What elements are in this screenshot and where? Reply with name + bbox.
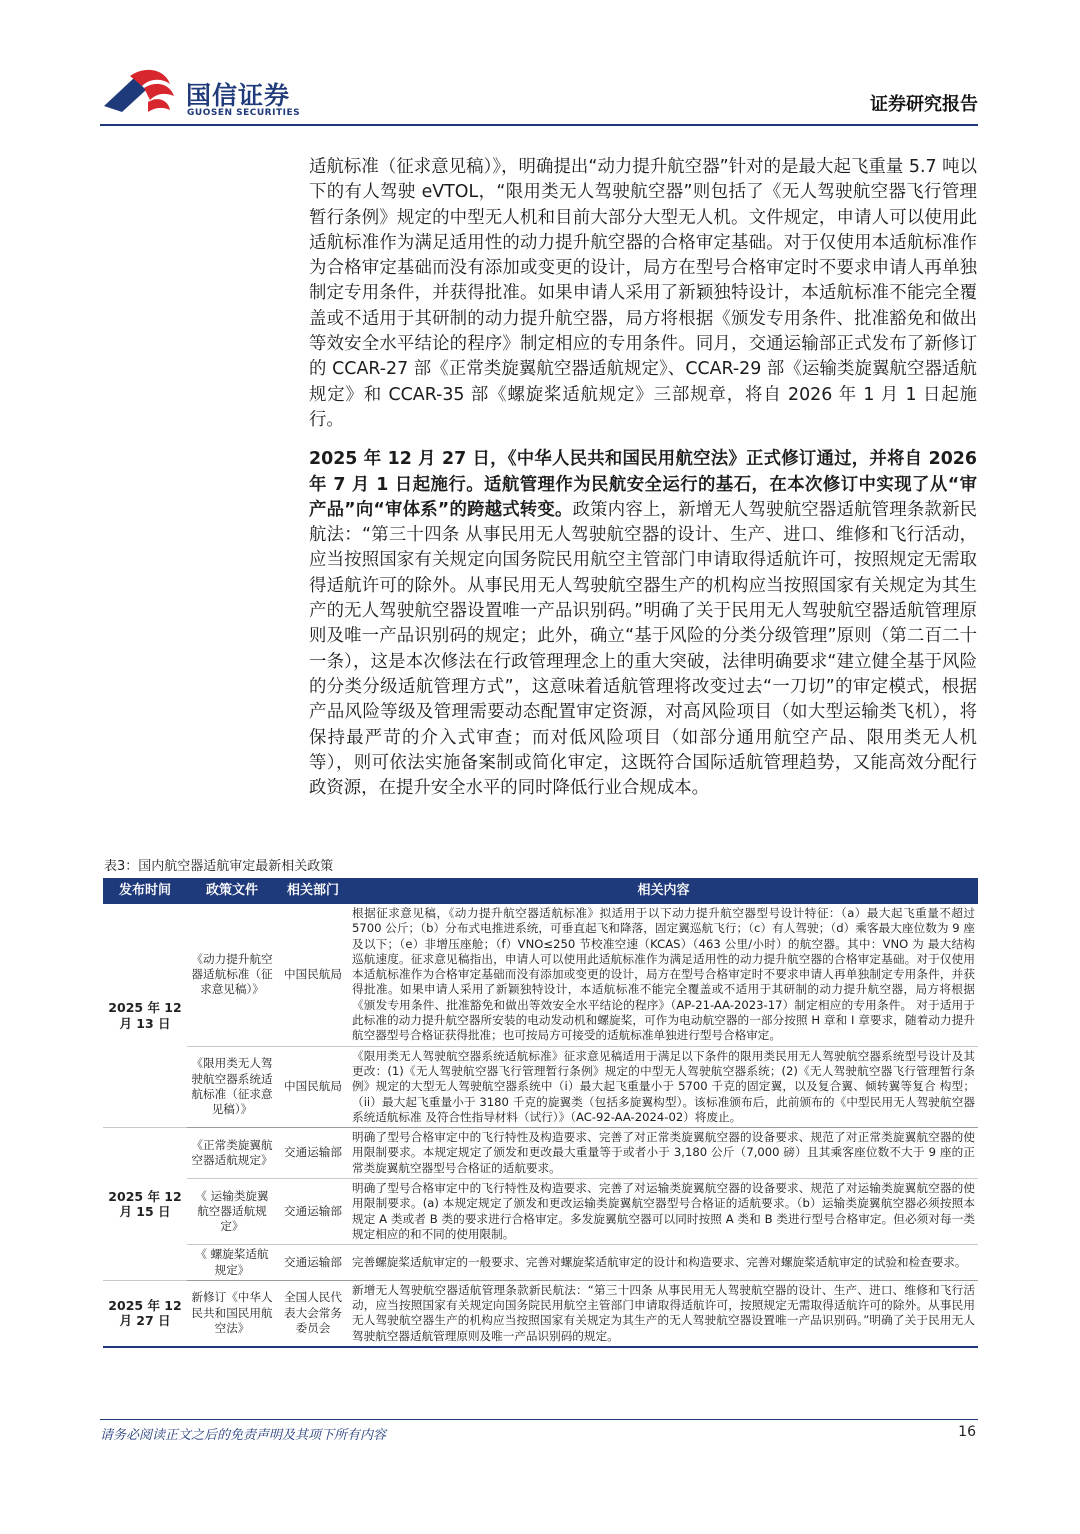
disclaimer-note: 请务必阅读正文之后的免责声明及其项下所有内容 [100,1428,387,1443]
paragraph [309,447,977,801]
cell-date: 2025 年 12 月 27 日 [103,1280,187,1347]
paragraph-rest: 政策内容上，新增无人驾驶航空器适航管理条款新民航法：“第三十四条 从事民用无人驾驶航空器的设计、生产、进口、维修和飞行活动，应当按照国家有关规定向国务院民用航空主管部门申请取得适航许可，按照规定无需取得适航许可的除外。从事民用无人驾驶航空器生产的机构应当按照国家有关规定为其生产的无人驾驶航空器设置唯一产品识别码。”明确了关于民用无人驾驶航空器适航管理原则及唯一产品识别码的规定；此外，确立“基于风险的分类分级管理”原则（第二百二十一条），这是本次修法在行政管理理念上的重大突破，法律明确要求“建立健全基于风险的分类分级适航管理方式”，这意味着适航管理将改变过去“一刀切”的审定模式，根据产品风险等级及管理需要动态配置审定资源，对高风险项目（如大型运输类飞机），将保持最严苛的介入式审查；而对低风险项目（如部分通用航空产品、限用类无人机等），则可依法实施备案制或简化审定，这既符合国际适航管理趋势，又能高效分配行政资源，在提升安全水平的同时降低行业合规成本。 [309,499,977,799]
policy-table [103,878,978,1348]
guosen-logo-icon [100,66,182,118]
table-header-row [103,878,978,904]
cell-dept: 中国民航局 [277,904,349,1046]
column-header: 发布时间 [103,878,187,904]
cell-doc: 《 运输类旋翼航空器适航规定》 [187,1179,277,1245]
cell-content: 完善螺旋桨适航审定的一般要求、完善对螺旋桨适航审定的设计和构造要求、完善对螺旋桨适航审定的试验和检查要求。 [349,1245,978,1281]
cell-content: 新增无人驾驶航空器适航管理条款新民航法：“第三十四条 从事民用无人驾驶航空器的设计、生产、进口、维修和飞行活动，应当按照国家有关规定向国务院民用航空主管部门申请取得适航许可，按照规定无需取得适航许可的除外。从事民用无人驾驶航空器生产的机构应当按照国家有关规定为其生产的无人驾驶航空器设置唯一产品识别码。”明确了关于民用无人驾驶航空器适航管理原则及唯一产品识别码的规定。 [349,1280,978,1347]
table-row [103,1245,978,1281]
cell-content: 根据征求意见稿，《动力提升航空器适航标准》拟适用于以下动力提升航空器型号设计特征：（a）最大起飞重量不超过 5700 公斤；（b）分布式电推进系统，可垂直起飞和降落，固定翼巡航飞行；（c）有人驾驶；（d）乘客最大座位数为 9 座及以下；（e）非增压座舱；（f）VNO≤250 节校准空速（KCAS）（463 公里/小时）的航空器。其中：VNO 为 最大结构巡航速度。征求意见稿指出，申请人可以使用此适航标准作为满足适用性的动力提升航空器的合格审定基础。对于仅使用本适航标准作为合格审定基础而没有添加或变更的设计，局方在型号合格审定时不要求申请人再单独制定专用条件，并获得批准。如果申请人采用了新颖独特设计，本适航标准不能完全覆盖或不适用于其研制的动力提升航空器，局方将根据《颁发专用条件、批准豁免和做出等效安全水平结论的程序》（AP-21-AA-2023-17）制定相应的专用条件。 对于适用于此标准的动力提升航空器所安装的电动发动机和螺旋桨，可作为电动航空器的一部分按照 H 章和 I 章要求，随着动力提升航空器型号合格证获得批准；也可按局方可接受的适航标准单独进行型号合格审定。 [349,904,978,1046]
cell-doc: 新修订《中华人民共和国民用航空法》 [187,1280,277,1347]
footer-divider [100,1419,978,1420]
paragraph: 适航标准（征求意见稿）》，明确提出“动力提升航空器”针对的是最大起飞重量 5.7 吨以下的有人驾驶 eVTOL，“限用类无人驾驶航空器”则包括了《无人驾驶航空器飞行管理暂行条例》规定的中型无人机和目前大部分大型无人机。文件规定，申请人可以使用此适航标准作为满足适用性的动力提升航空器的合格审定基础。对于仅使用本适航标准作为合格审定基础而没有添加或变更的设计，局方在型号合格审定时不要求申请人再单独制定专用条件，并获得批准。如果申请人采用了新颖独特设计，本适航标准不能完全覆盖或不适用于其研制的动力提升航空器，局方将根据《颁发专用条件、批准豁免和做出等效安全水平结论的程序》制定相应的专用条件。同月，交通运输部正式发布了新修订的 CCAR-27 部《正常类旋翼航空器适航规定》、CCAR-29 部《运输类旋翼航空器适航规定》和 CCAR-35 部《螺旋桨适航规定》三部规章，将自 2026 年 1 月 1 日起施行。 [309,157,977,430]
cell-content: 《限用类无人驾驶航空器系统适航标准》征求意见稿适用于满足以下条件的限用类民用无人驾驶航空器系统型号设计及其更改：(1)《无人驾驶航空器飞行管理暂行条例》规定的中型无人驾驶航空器系统；(2)《无人驾驶航空器飞行管理暂行条例》规定的大型无人驾驶航空器系统中（i）最大起飞重量小于 5700 千克的固定翼，以及复合翼、倾转翼等复合 构型；（ii）最大起飞重量小于 3180 千克的旋翼类（包括多旋翼构型）。该标准颁布后，此前颁布的《中型民用无人驾驶航空器系统适航标准 及符合性指导材料（试行）》（AC-92-AA-2024-02）将废止。 [349,1046,978,1127]
logo-chinese-name: 国信证券 [186,81,291,110]
table-row [103,1280,978,1347]
cell-date: 2025 年 12 月 15 日 [103,1128,187,1281]
body-text [309,155,977,815]
cell-date: 2025 年 12 月 13 日 [103,904,187,1128]
cell-content: 明确了型号合格审定中的飞行特性及构造要求、完善了对运输类旋翼航空器的设备要求、规范了对运输类旋翼航空器的使用限制要求。(a) 本规定规定了颁发和更改运输类旋翼航空器型号合格证的适航要求。（b）运输类旋翼航空器必须按照本规定 A 类或者 B 类的要求进行合格审定。多发旋翼航空器可以同时按照 A 类和 B 类进行型号合格审定。但必须对每一类规定相应的和不同的使用限制。 [349,1179,978,1245]
paragraph-bold-lead: 2025 年 12 月 27 日，《中华人民共和国民用航空法》正式修订通过，并将自 2026 年 7 月 1 日起施行。适航管理作为民航安全运行的基石，在本次修订中实现了从“审产品”向“审体系”的跨越式转变。 [309,449,977,520]
table-row [103,1128,978,1179]
page-number: 16 [958,1424,976,1440]
column-header: 相关内容 [349,878,978,904]
table-row [103,1046,978,1127]
guosen-logo [100,60,500,126]
cell-doc: 《正常类旋翼航空器适航规定》 [187,1128,277,1179]
column-header: 政策文件 [187,878,277,904]
cell-dept: 中国民航局 [277,1046,349,1127]
cell-dept: 交通运输部 [277,1179,349,1245]
table-row [103,904,978,1046]
cell-dept: 全国人民代表大会常务委员会 [277,1280,349,1347]
column-header: 相关部门 [277,878,349,904]
cell-dept: 交通运输部 [277,1128,349,1179]
cell-content: 明确了型号合格审定中的飞行特性及构造要求、完善了对正常类旋翼航空器的设备要求、规范了对正常类旋翼航空器的使用限制要求。本规定规定了颁发和更改最大重量等于或者小于 3,180 公斤（7,000 磅）且其乘客座位数不大于 9 座的正常类旋翼航空器型号合格证的适航要求。 [349,1128,978,1179]
table-caption: 表3：国内航空器适航审定最新相关政策 [104,859,334,874]
report-type-label: 证券研究报告 [870,94,978,115]
table-row [103,1179,978,1245]
cell-doc: 《限用类无人驾驶航空器系统适航标准（征求意见稿）》 [187,1046,277,1127]
cell-doc: 《动力提升航空器适航标准（征求意见稿）》 [187,904,277,1046]
cell-doc: 《 螺旋桨适航规定》 [187,1245,277,1281]
logo-english-name: GUOSEN SECURITIES [187,108,301,118]
cell-dept: 交通运输部 [277,1245,349,1281]
header-divider [100,124,978,126]
page-header [100,60,978,126]
